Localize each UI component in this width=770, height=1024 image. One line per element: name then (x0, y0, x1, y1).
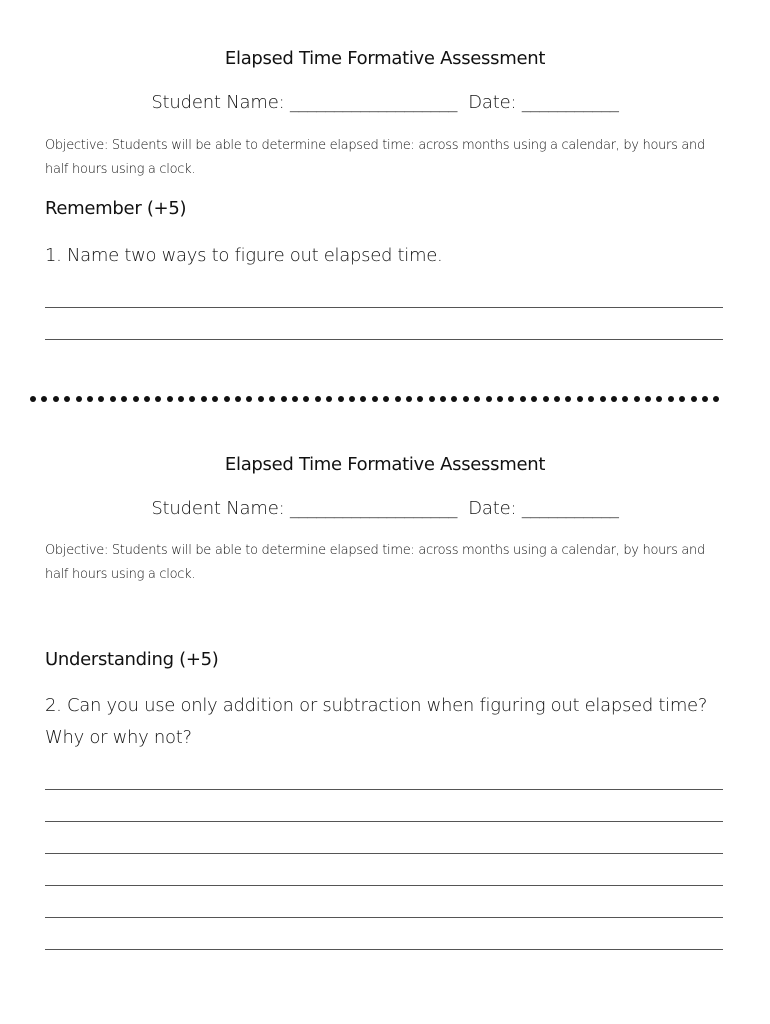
cut-line-divider (30, 396, 720, 404)
divider-dot (508, 396, 514, 402)
divider-dot (64, 396, 70, 402)
divider-dot (713, 396, 719, 402)
divider-dot (201, 396, 207, 402)
divider-dot (269, 396, 275, 402)
divider-dot (531, 396, 537, 402)
objective-text: Objective: Students will be able to determine elapsed time: across months using a calendar, by hours and half hours using a clock. (45, 138, 705, 177)
divider-dot (554, 396, 560, 402)
divider-dot (611, 396, 617, 402)
divider-dot (486, 396, 492, 402)
divider-dot (76, 396, 82, 402)
divider-dot (463, 396, 469, 402)
divider-dot (577, 396, 583, 402)
divider-dot (497, 396, 503, 402)
divider-dot (588, 396, 594, 402)
student-info-line (0, 498, 770, 519)
divider-dot (702, 396, 708, 402)
divider-dot (98, 396, 104, 402)
divider-dot (440, 396, 446, 402)
assessment-title: Elapsed Time Formative Assessment (224, 454, 546, 475)
divider-dot (338, 396, 344, 402)
divider-dot (167, 396, 173, 402)
assessment-title: Elapsed Time Formative Assessment (224, 48, 546, 69)
divider-dot (212, 396, 218, 402)
divider-dot (622, 396, 628, 402)
divider-dot (258, 396, 264, 402)
divider-dot (178, 396, 184, 402)
answer-line (45, 917, 723, 918)
student-name-blank: ___________________ (290, 92, 458, 113)
divider-dot (360, 396, 366, 402)
divider-dot (53, 396, 59, 402)
divider-dot (451, 396, 457, 402)
divider-dot (281, 396, 287, 402)
divider-dot (235, 396, 241, 402)
date-blank: ___________ (521, 498, 619, 519)
question-text: 1. Name two ways to figure out elapsed time. (45, 245, 443, 266)
divider-dot (303, 396, 309, 402)
divider-dot (656, 396, 662, 402)
divider-dot (121, 396, 127, 402)
divider-dot (326, 396, 332, 402)
divider-dot (543, 396, 549, 402)
date-blank: ___________ (521, 92, 619, 113)
answer-line (45, 789, 723, 790)
answer-line (45, 821, 723, 822)
divider-dot (429, 396, 435, 402)
divider-dot (246, 396, 252, 402)
divider-dot (315, 396, 321, 402)
divider-dot (87, 396, 93, 402)
divider-dot (406, 396, 412, 402)
date-label: Date: (468, 92, 517, 113)
student-name-blank: ___________________ (290, 498, 458, 519)
answer-line (45, 853, 723, 854)
divider-dot (292, 396, 298, 402)
answer-line (45, 307, 723, 308)
section-heading: Remember (+5) (45, 198, 187, 219)
divider-dot (645, 396, 651, 402)
divider-dot (668, 396, 674, 402)
divider-dot (417, 396, 423, 402)
divider-dot (691, 396, 697, 402)
answer-line (45, 339, 723, 340)
divider-dot (565, 396, 571, 402)
divider-dot (395, 396, 401, 402)
divider-dot (349, 396, 355, 402)
divider-dot (41, 396, 47, 402)
divider-dot (224, 396, 230, 402)
student-info-line (0, 92, 770, 113)
student-name-label: Student Name: (151, 498, 285, 519)
question-text: 2. Can you use only addition or subtraction when figuring out elapsed time? Why or why not? (45, 695, 708, 748)
student-name-label: Student Name: (151, 92, 285, 113)
divider-dot (144, 396, 150, 402)
divider-dot (133, 396, 139, 402)
divider-dot (189, 396, 195, 402)
date-label: Date: (468, 498, 517, 519)
divider-dot (679, 396, 685, 402)
divider-dot (600, 396, 606, 402)
divider-dot (383, 396, 389, 402)
divider-dot (372, 396, 378, 402)
divider-dot (155, 396, 161, 402)
divider-dot (634, 396, 640, 402)
divider-dot (474, 396, 480, 402)
answer-line (45, 885, 723, 886)
divider-dot (520, 396, 526, 402)
section-heading: Understanding (+5) (45, 649, 219, 670)
divider-dot (110, 396, 116, 402)
divider-dot (30, 396, 36, 402)
answer-line (45, 949, 723, 950)
objective-text: Objective: Students will be able to determine elapsed time: across months using a calendar, by hours and half hours using a clock. (45, 543, 705, 582)
